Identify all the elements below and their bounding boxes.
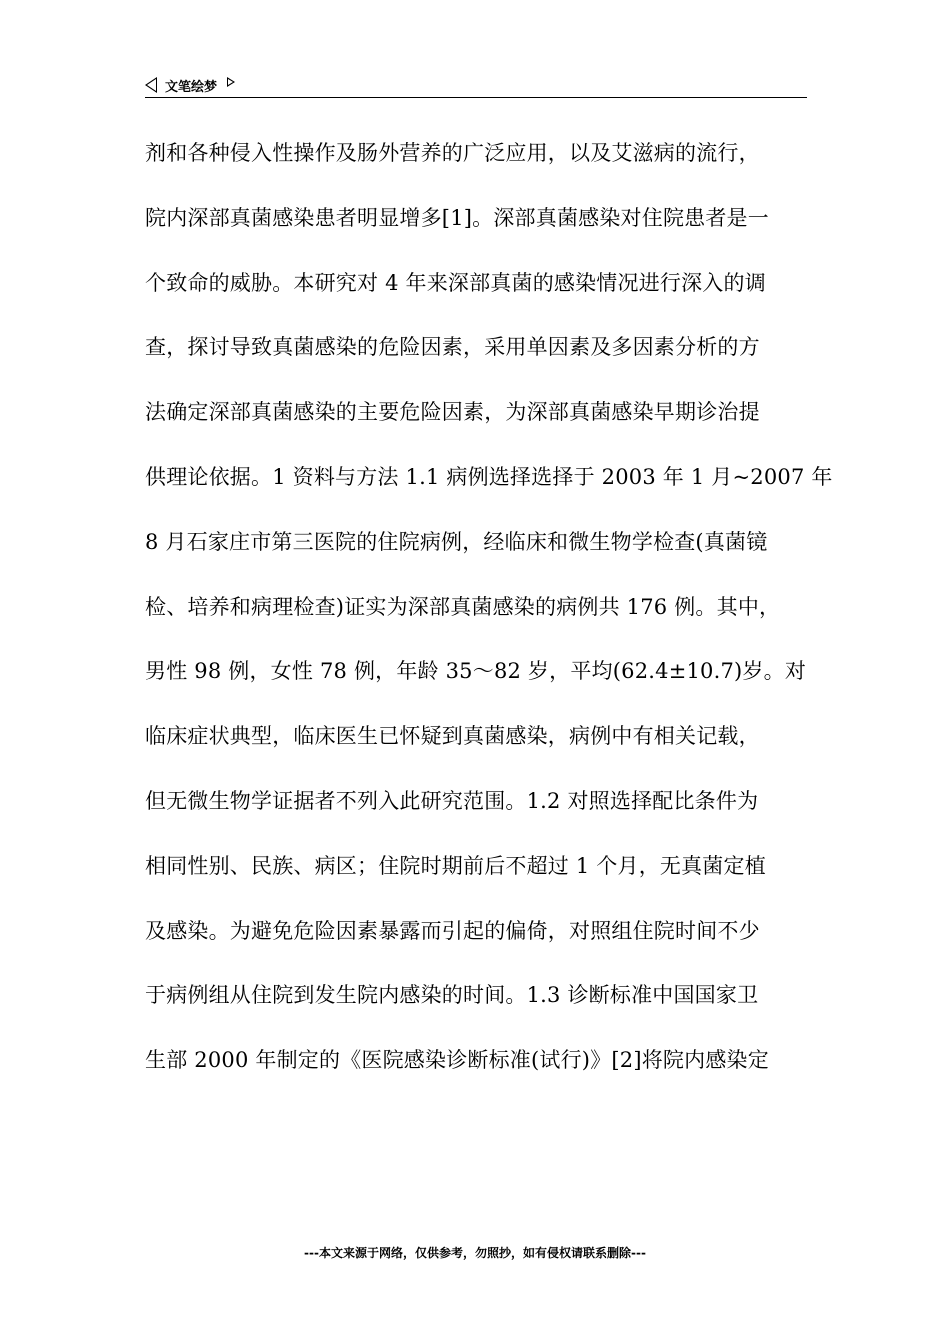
text-line: 及感染。为避免危险因素暴露而引起的偏倚，对照组住院时间不少: [145, 918, 760, 943]
text-line: 于病例组从住院到发生院内感染的时间。1.3 诊断标准中国国家卫: [145, 983, 759, 1008]
body-text: [145, 128, 833, 1100]
text-line: 剂和各种侵入性操作及肠外营养的广泛应用，以及艾滋病的流行，: [145, 141, 760, 165]
text-line: 8 月石家庄市第三医院的住院病例，经临床和微生物学检查(真菌镜: [145, 529, 768, 554]
text-line: 检、培养和病理检查)证实为深部真菌感染的病例共 176 例。其中，: [145, 594, 781, 619]
page-header: [145, 72, 807, 98]
text-line: 男性 98 例，女性 78 例，年龄 35～82 岁，平均(62.4±10.7)岁。对: [145, 659, 807, 684]
header-divider: [145, 97, 807, 98]
text-line: 但无微生物学证据者不列入此研究范围。1.2 对照选择配比条件为: [145, 788, 759, 813]
text-line: 相同性别、民族、病区；住院时期前后不超过 1 个月，无真菌定植: [145, 853, 766, 878]
text-line: 临床症状典型，临床医生已怀疑到真菌感染，病例中有相关记载，: [145, 724, 760, 749]
triangle-left-icon: [145, 77, 157, 93]
text-line: 个致命的威胁。本研究对 4 年来深部真菌的感染情况进行深入的调: [145, 270, 766, 295]
triangle-right-icon: [227, 77, 235, 87]
footer-disclaimer: ---本文来源于网络，仅供参考，勿照抄，如有侵权请联系删除---: [304, 1246, 646, 1260]
text-line: 院内深部真菌感染患者明显增多[1]。深部真菌感染对住院患者是一: [145, 205, 769, 230]
header-title: 文笔绘梦: [165, 79, 218, 95]
text-line: 查，探讨导致真菌感染的危险因素，采用单因素及多因素分析的方: [145, 335, 760, 360]
text-line: 供理论依据。1 资料与方法 1.1 病例选择选择于 2003 年 1 月~2007 年: [145, 464, 833, 489]
text-line: 法确定深部真菌感染的主要危险因素，为深部真菌感染早期诊治提: [145, 400, 760, 425]
text-line: 生部 2000 年制定的《医院感染诊断标准(试行)》[2]将院内感染定: [145, 1048, 769, 1073]
